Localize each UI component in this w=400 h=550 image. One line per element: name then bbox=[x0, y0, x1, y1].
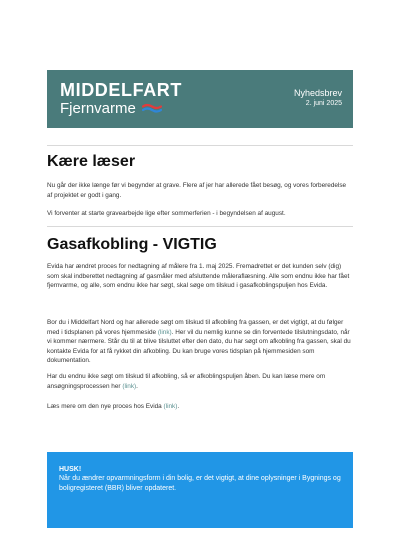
evida-process-link[interactable]: (link) bbox=[163, 403, 178, 410]
reminder-title: HUSK! bbox=[59, 466, 82, 473]
section-heading-greeting: Kære læser bbox=[47, 153, 136, 170]
divider bbox=[47, 145, 353, 146]
greeting-paragraph-1: Nu går der ikke længe før vi begynder at grave. Flere af jer har allerede fået besøg, og vores forberedelse af projektet er godt i gang. bbox=[47, 182, 347, 199]
section-heading-gasafkobling: Gasafkobling - VIGTIG bbox=[47, 236, 217, 253]
newsletter-header bbox=[47, 70, 353, 128]
application-link[interactable]: (link) bbox=[122, 382, 137, 390]
reminder-box bbox=[47, 452, 353, 528]
schedule-link[interactable]: (link) bbox=[157, 328, 172, 336]
company-logo bbox=[60, 81, 182, 117]
gas-paragraph-3: Har du endnu ikke søgt om tilskud til afkobling, så er afkoblingspuljen åben. Du kan læse mere om ansøgningsprocessen her (link). bbox=[47, 373, 326, 390]
greeting-paragraph-2: Vi forventer at starte gravearbejde lige efter sommerferien - i begyndelsen af august. bbox=[47, 210, 286, 217]
logo-line-1: MIDDELFART bbox=[60, 80, 182, 100]
divider bbox=[47, 226, 353, 227]
logo-line-2: Fjernvarme bbox=[60, 100, 136, 117]
newsletter-title: Nyhedsbrev bbox=[293, 88, 342, 98]
reminder-text: Når du ændrer opvarmningsform i din bolig, er det vigtigt, at dine oplysninger i Bygnings og boligregisteret (BBR) bliver opdateret. bbox=[59, 475, 341, 492]
gas-paragraph-2: Bor du i Middelfart Nord og har allerede søgt om tilskud til afkobling fra gassen, er det vigtigt, at du følger med i tidsplanen på vores hjemmeside (link). Her vil du nemlig kunne se din forventede tilslutningsdato, når vi kommer nærmere. Står du til at blive tilsluttet efter den dato, du har søgt om afkobling fra gassen, skal du kontakte Evida for at få rykket din afkobling. Du kan bruge vores tidsplan på hjemmesiden som dokumentation. bbox=[47, 319, 351, 365]
newsletter-date: 2. juni 2025 bbox=[305, 100, 342, 107]
gas-paragraph-4: Læs mere om den nye proces hos Evida (link). bbox=[47, 403, 180, 410]
pipes-icon bbox=[142, 100, 162, 117]
gas-paragraph-1: Evida har ændret proces for nedtagning af målere fra 1. maj 2025. Fremadrettet er det kunden selv (dig) som skal indberettet nedtagning af gasmåler med afsluttende måleraflæsning. Alle som endnu ikke har fået fjernvarme, og alle, som endnu ikke har søgt, skal søge om tilskud i gasafkoblingspuljen hos Evida. bbox=[47, 263, 350, 290]
